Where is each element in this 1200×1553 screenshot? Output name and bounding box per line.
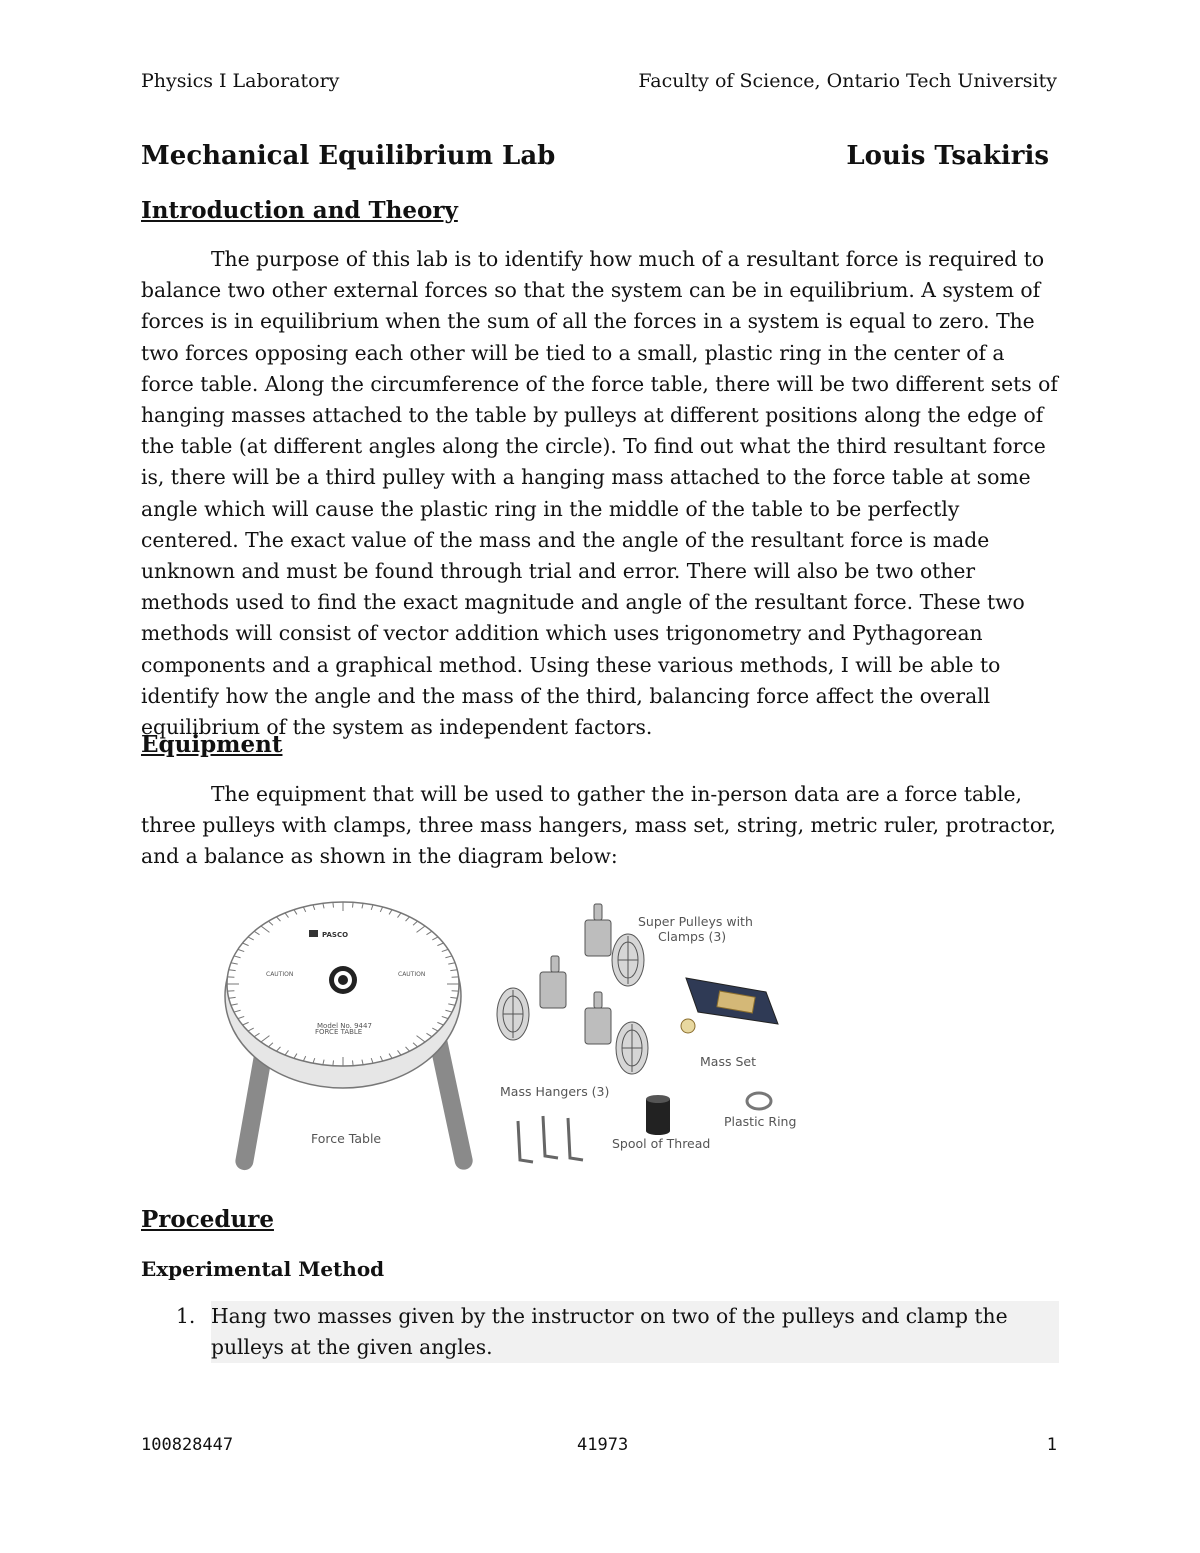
label-mass-set: Mass Set: [700, 1054, 756, 1069]
spool-of-thread: [646, 1095, 670, 1135]
caution-left: CAUTION: [266, 971, 294, 978]
page-number: 1: [1046, 1435, 1057, 1455]
model-name: FORCE TABLE: [315, 1028, 363, 1036]
header-course: Physics I Laboratory: [141, 70, 340, 92]
label-force-table: Force Table: [311, 1131, 382, 1146]
step-text: Hang two masses given by the instructor on two of the pulleys and clamp the pulleys at the given angles.: [211, 1301, 1059, 1363]
plastic-ring: [747, 1093, 771, 1109]
procedure-step: [141, 1301, 1059, 1365]
label-spool: Spool of Thread: [612, 1136, 711, 1151]
equipment-paragraph: The equipment that will be used to gather the in-person data are a force table, three pulleys with clamps, three mass hangers, mass set, string, metric ruler, protractor, and a balance as shown in the diagram below:: [141, 782, 1056, 869]
procedure-heading: Procedure: [141, 1206, 274, 1233]
intro-heading: Introduction and Theory: [141, 197, 458, 224]
label-mass-hangers: Mass Hangers (3): [500, 1084, 610, 1099]
equipment-heading: Equipment: [141, 731, 283, 758]
label-plastic-ring: Plastic Ring: [724, 1114, 797, 1129]
footer-student-id: 100828447: [141, 1435, 234, 1455]
equipment-diagram: [218, 896, 808, 1176]
label-pulleys-line2: Clamps (3): [658, 929, 727, 944]
degree-tick: [333, 1060, 334, 1065]
pulley-top: [585, 904, 644, 986]
step-number: 1.: [176, 1304, 196, 1328]
author-name: Louis Tsakiris: [846, 141, 1049, 171]
page-title: Mechanical Equilibrium Lab: [141, 141, 556, 171]
footer-course-code: 41973: [577, 1435, 629, 1455]
mass-set: [681, 978, 778, 1033]
mass-hangers: [518, 1116, 583, 1162]
brand-label: PASCO: [322, 931, 349, 939]
intro-paragraph: The purpose of this lab is to identify how much of a resultant force is required to balance two other external forces so that the system can be in equilibrium. A system of forces is in equilibrium when the sum of all the forces in a system is equal to zero. The two forces opposing each other will be tied to a small, plastic ring in the center of a force table. Along the circumference of the force table, there will be two different sets of hanging masses attached to the table by pulleys at different positions along the edge of the table (at different angles along the circle). To find out what the third resultant force is, there will be a third pulley with a hanging mass attached to the force table at some angle which will cause the plastic ring in the middle of the table to be perfectly centered. The exact value of the mass and the angle of the resultant force is made unknown and must be found through trial and error. There will also be two other methods used to find the exact magnitude and angle of the resultant force. These two methods will consist of vector addition which uses trigonometry and Pythagorean components and a graphical method. Using these various methods, I will be able to identify how the angle and the mass of the third, balancing force affect the overall equilibrium of the system as independent factors.: [141, 247, 1058, 740]
header-faculty: Faculty of Science, Ontario Tech University: [638, 70, 1057, 92]
pulley-left: [497, 956, 566, 1040]
label-pulleys-line1: Super Pulleys with: [638, 914, 753, 929]
model-number: Model No. 9447: [317, 1022, 372, 1030]
caution-right: CAUTION: [398, 971, 426, 978]
degree-tick: [352, 1060, 353, 1065]
experimental-method-heading: Experimental Method: [141, 1257, 385, 1281]
degree-tick: [352, 902, 353, 907]
degree-tick: [333, 902, 334, 907]
pulley-bottom: [585, 992, 648, 1074]
